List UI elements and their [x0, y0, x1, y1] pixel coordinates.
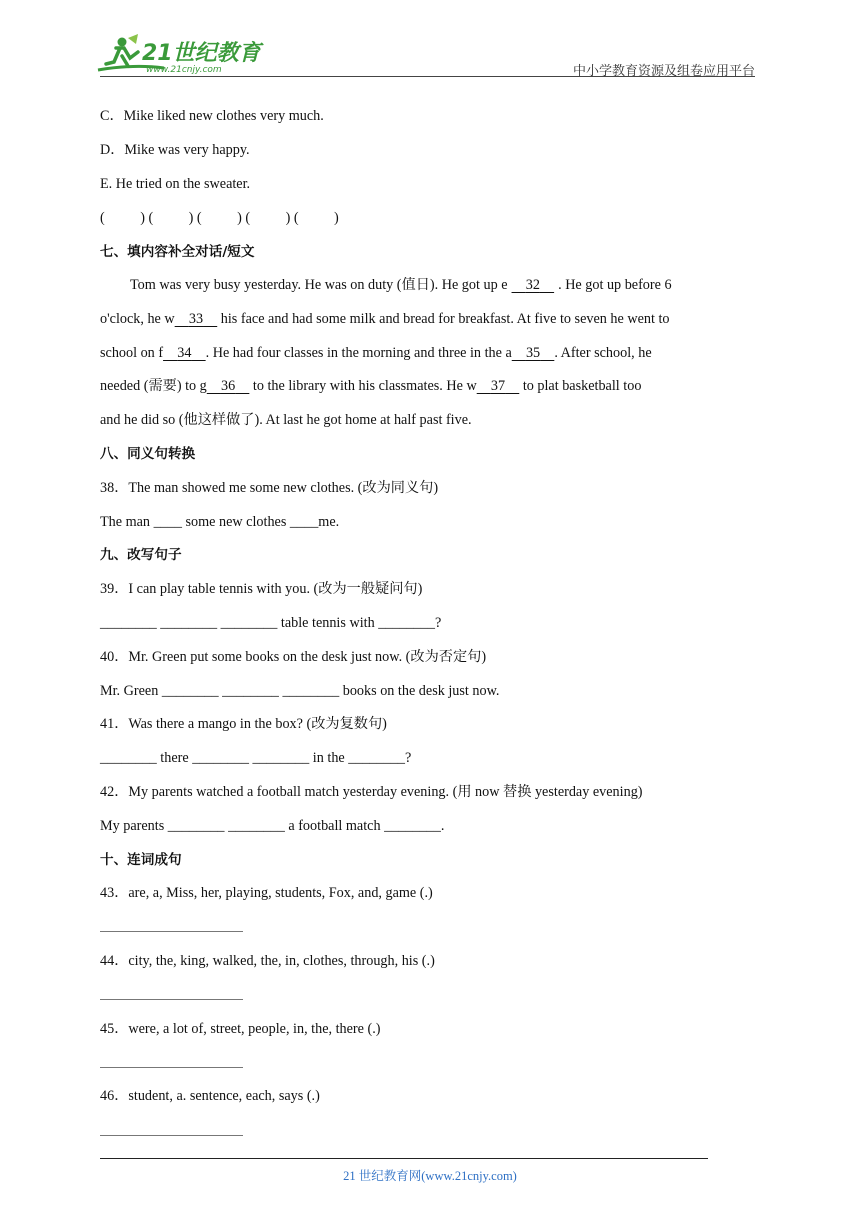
- passage-line-4: [100, 377, 641, 395]
- blank-33: 33: [188, 311, 204, 327]
- passage-text: . He had four classes in the morning and three in the a: [205, 345, 512, 361]
- passage-line-1: [130, 276, 672, 294]
- passage-line-5: and he did so (他这样做了). At last he got home at half past five.: [100, 412, 472, 428]
- option-d: D．Mike was very happy.: [100, 142, 250, 158]
- svg-text:www.21cnjy.com: www.21cnjy.com: [146, 65, 222, 75]
- footer-divider: [100, 1158, 708, 1159]
- answer-40: Mr. Green ________ ________ ________ books on the desk just now.: [100, 683, 500, 699]
- ordering-answer-slots: ( ) ( ) ( ) ( ) ( ): [100, 210, 339, 226]
- section-9-heading: 九、改写句子: [100, 547, 182, 563]
- answer-line-44: [100, 999, 243, 1000]
- question-46: 46．student, a. sentence, each, says (.): [100, 1088, 320, 1104]
- blank-34: 34: [177, 345, 192, 361]
- answer-39: ________ ________ ________ table tennis with ________?: [100, 615, 442, 631]
- passage-text: to plat basketball too: [519, 378, 642, 394]
- passage-text: Tom was very busy yesterday. He was on duty (值日). He got up e: [130, 277, 508, 293]
- passage-text: . He got up before 6: [558, 277, 672, 293]
- answer-41: ________ there ________ ________ in the ________?: [100, 750, 412, 766]
- option-e: E. He tried on the sweater.: [100, 176, 251, 192]
- blank-32: 32: [525, 277, 540, 293]
- section-7-heading: 七、填内容补全对话/短文: [100, 244, 255, 260]
- answer-42: My parents ________ ________ a football match ________.: [100, 818, 445, 834]
- platform-title: 中小学教育资源及组卷应用平台: [572, 63, 755, 78]
- blank-35: 35: [525, 345, 541, 361]
- answer-line-46: [100, 1135, 243, 1136]
- question-44: 44．city, the, king, walked, the, in, clothes, through, his (.): [100, 953, 435, 969]
- question-41: 41．Was there a mango in the box? (改为复数句): [100, 716, 387, 732]
- passage-text: . After school, he: [554, 345, 652, 361]
- question-43: 43．are, a, Miss, her, playing, students, Fox, and, game (.): [100, 885, 433, 901]
- passage-text: needed (需要) to g: [100, 378, 207, 394]
- blank-36: 36: [220, 378, 236, 394]
- question-39: 39．I can play table tennis with you. (改为一般疑问句): [100, 581, 423, 597]
- section-10-heading: 十、连词成句: [100, 852, 182, 868]
- passage-text: to the library with his classmates. He w: [249, 378, 477, 394]
- footer-link[interactable]: 21 世纪教育网(www.21cnjy.com): [343, 1169, 517, 1183]
- passage-text: school on f: [100, 345, 164, 361]
- answer-line-45: [100, 1067, 243, 1068]
- header-divider: [100, 76, 755, 77]
- section-8-heading: 八、同义句转换: [100, 446, 196, 462]
- svg-text:21世纪教育: 21世纪教育: [142, 41, 261, 66]
- answer-line-43: [100, 931, 243, 932]
- question-38: 38．The man showed me some new clothes. (改为同义句): [100, 480, 439, 496]
- passage-line-2: [100, 310, 670, 328]
- page-header: [100, 30, 755, 78]
- question-40: 40．Mr. Green put some books on the desk just now. (改为否定句): [100, 649, 487, 665]
- passage-line-3: [100, 344, 652, 362]
- question-45: 45．were, a lot of, street, people, in, the, there (.): [100, 1021, 381, 1037]
- passage-text: his face and had some milk and bread for breakfast. At five to seven he went to: [217, 311, 670, 327]
- site-logo: [94, 34, 264, 76]
- answer-38: The man ____ some new clothes ____me.: [100, 514, 340, 530]
- question-42: 42．My parents watched a football match yesterday evening. (用 now 替换 yesterday evening): [100, 784, 643, 800]
- passage-text: o'clock, he w: [100, 311, 175, 327]
- blank-37: 37: [490, 378, 506, 394]
- option-c: C．Mike liked new clothes very much.: [100, 108, 324, 124]
